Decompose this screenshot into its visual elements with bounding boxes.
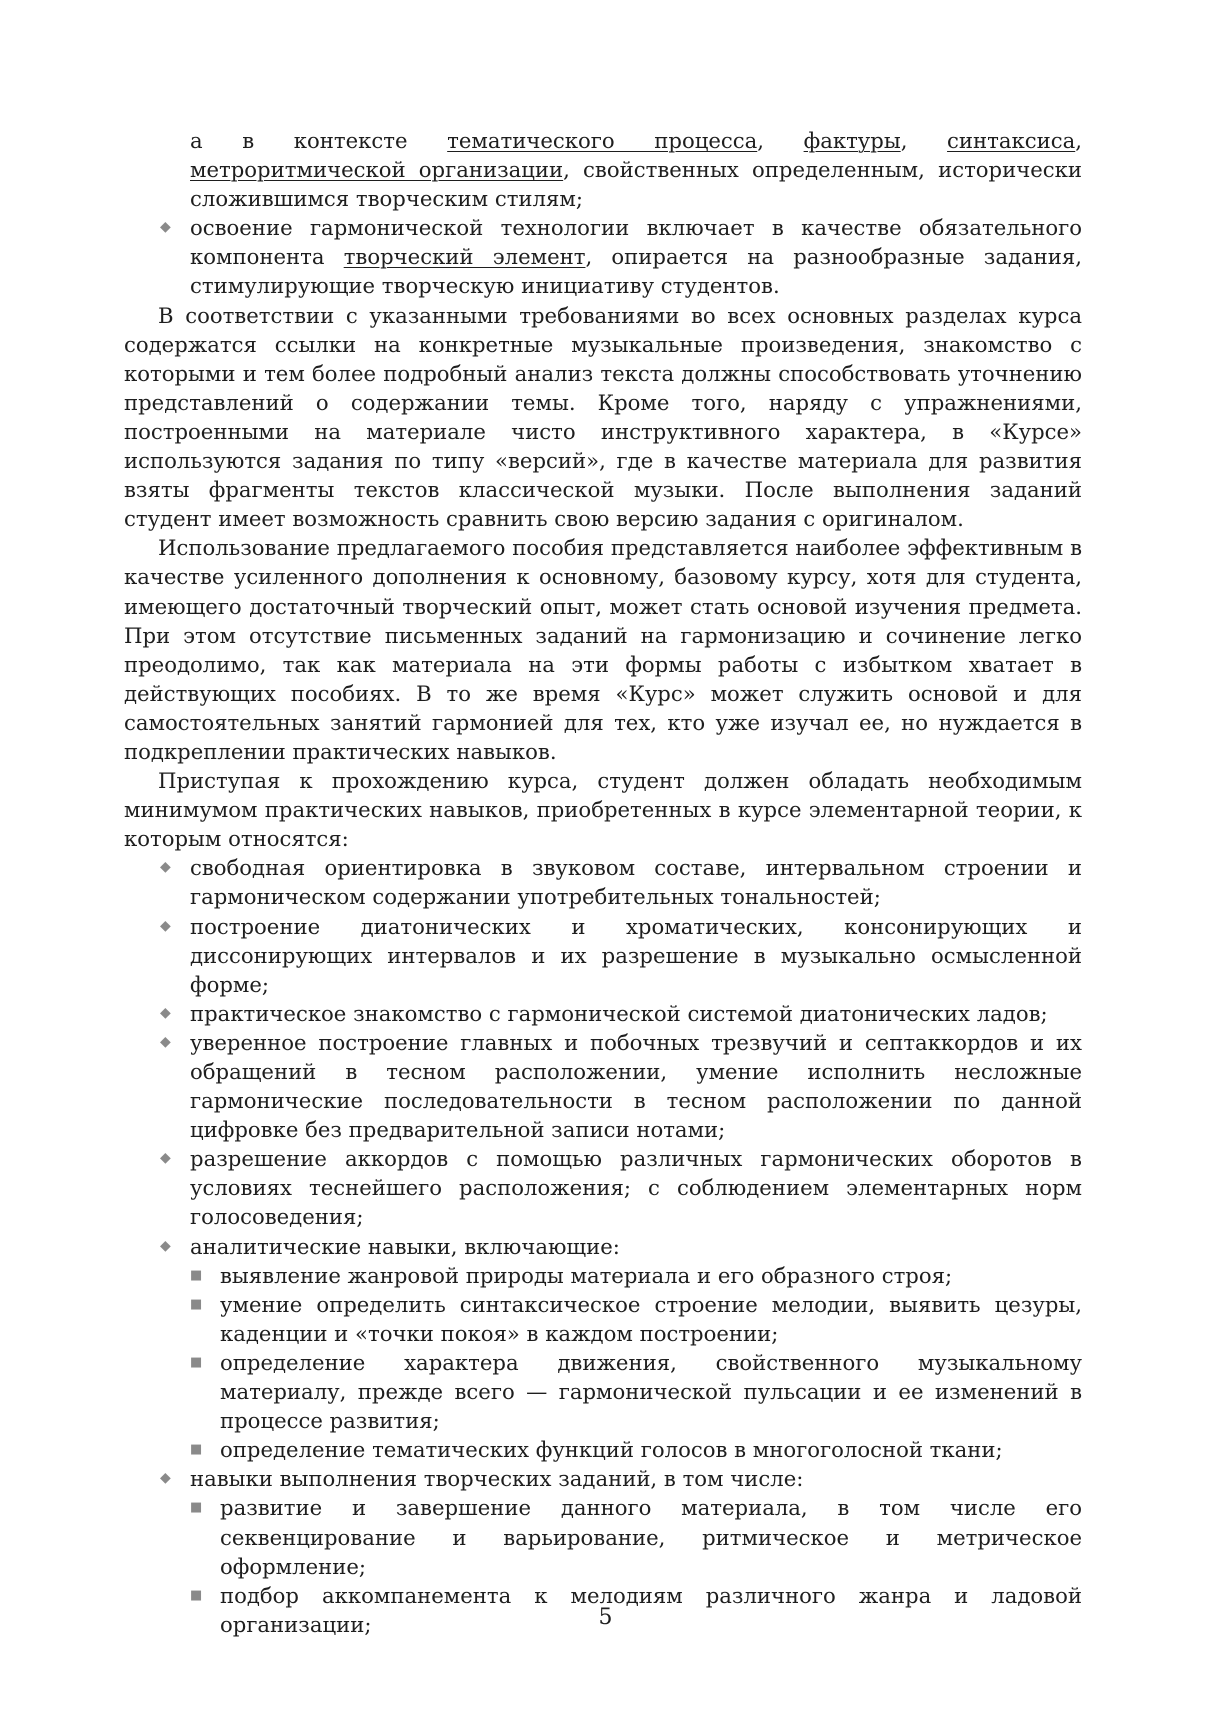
square-bullet-icon: ■ <box>190 1442 203 1458</box>
bullet-item: ◆ освоение гармонической технологии включает в качестве обязательного компонента творческий элемент, опирается на разнообразные задания, стимулирующие творческую инициативу студентов. <box>160 215 1082 299</box>
sub-bullet-item: ■ развитие и завершение данного материала, в том числе его секвенцирование и варьирование, ритмическое и метрическое оформление; <box>190 1495 1082 1579</box>
sub-bullet-item: ■ умение определить синтаксическое строение мелодии, выявить цезуры, каденции и «точки покоя» в каждом построении; <box>190 1291 1082 1346</box>
square-bullet-icon: ■ <box>190 1296 203 1312</box>
diamond-bullet-icon: ◆ <box>160 1237 171 1254</box>
diamond-bullet-icon: ◆ <box>160 1033 171 1050</box>
sub-bullet-item: ■ определение характера движения, свойственного музыкальному материалу, прежде всего — гармонической пульсации и ее изменений в процессе развития; <box>190 1349 1082 1434</box>
diamond-bullet-icon: ◆ <box>160 917 171 934</box>
diamond-bullet-icon: ◆ <box>160 219 171 236</box>
sub-bullet-item: ■ подбор аккомпанемента к мелодиям различного жанра и ладовой организации; <box>190 1582 1082 1637</box>
diamond-bullet-icon: ◆ <box>160 1470 171 1487</box>
bullet-item: ◆ аналитические навыки, включающие: <box>124 1232 1082 1261</box>
bullet-item: ◆ уверенное построение главных и побочных трезвучий и септаккордов и их обращений в тесном расположении, умение исполнить несложные гармонические последовательности в тесном расположении по данной цифровке без предварительной записи нотами; <box>160 1029 1082 1143</box>
diamond-bullet-icon: ◆ <box>160 1150 171 1167</box>
bullet-item: ◆ практическое знакомство с гармонической системой диатонических ладов; <box>124 999 1082 1028</box>
page-number: 5 <box>598 1605 613 1630</box>
page-body <box>124 126 1082 1639</box>
bullet-item: ◆ свободная ориентировка в звуковом составе, интервальном строении и гармоническом содержании употребительных тональностей; <box>160 855 1082 910</box>
square-bullet-icon: ■ <box>190 1587 203 1603</box>
underlined-term: тематического процесса <box>447 128 758 153</box>
diamond-bullet-icon: ◆ <box>160 1004 171 1021</box>
sub-bullet-item: ■ выявление жанровой природы материала и его образного строя; <box>124 1261 1082 1290</box>
underlined-term: синтаксиса <box>947 128 1076 153</box>
bullet-item: ◆ разрешение аккордов с помощью различных гармонических оборотов в условиях теснейшего расположения; с соблюдением элементарных норм голосоведения; <box>160 1146 1082 1230</box>
underlined-term: творческий элемент <box>343 244 586 270</box>
diamond-bullet-icon: ◆ <box>160 859 171 876</box>
paragraph: Использование предлагаемого пособия представляется наиболее эффективным в качестве усиленного дополнения к основному, базовому курсу, хотя для студента, имеющего достаточный творческий опыт, может стать основой изучения предмета. При этом отсутствие письменных заданий на гармонизацию и сочинение легко преодолимо, так как материала на эти формы работы с избытком хватает в действующих пособиях. В то же время «Курс» может служить основой и для самостоятельных занятий гармонией для тех, кто уже изучал ее, но нуждается в подкреплении практических навыков. <box>124 535 1082 764</box>
paragraph: В соответствии с указанными требованиями во всех основных разделах курса содержатся ссылки на конкретные музыкальные произведения, знакомство с которыми и тем более подробный анализ текста должны способствовать уточнению представлений о содержании темы. Кроме того, наряду с упражнениями, построенными на материале чисто инструктивного характера, в «Курсе» используются задания по типу «версий», где в качестве материала для развития взяты фрагменты текстов классической музыки. После выполнения заданий студент имеет возможность сравнить свою версию задания с оригиналом. <box>124 302 1082 532</box>
underlined-term: метроритмической организации <box>190 157 564 183</box>
paragraph: Приступая к прохождению курса, студент должен обладать необходимым минимумом практических навыков, приобретенных в курсе элементарной теории, к которым относятся: <box>124 768 1082 852</box>
underlined-term: фактуры <box>803 128 901 153</box>
square-bullet-icon: ■ <box>190 1267 203 1283</box>
square-bullet-icon: ■ <box>190 1354 203 1370</box>
sub-bullet-item: ■ определение тематических функций голосов в многоголосной ткани; <box>124 1435 1082 1464</box>
square-bullet-icon: ■ <box>190 1500 203 1516</box>
bullet-item: ◆ построение диатонических и хроматических, консонирующих и диссонирующих интервалов и их разрешение в музыкально осмысленной форме; <box>160 913 1082 997</box>
bullet-continuation: а в контексте тематического процесса, фактуры, синтаксиса, метроритмической организации, свойственных определенным, исторически сложившимся творческим стилям; <box>190 128 1083 212</box>
bullet-item: ◆ навыки выполнения творческих заданий, в том числе: <box>124 1464 1082 1493</box>
